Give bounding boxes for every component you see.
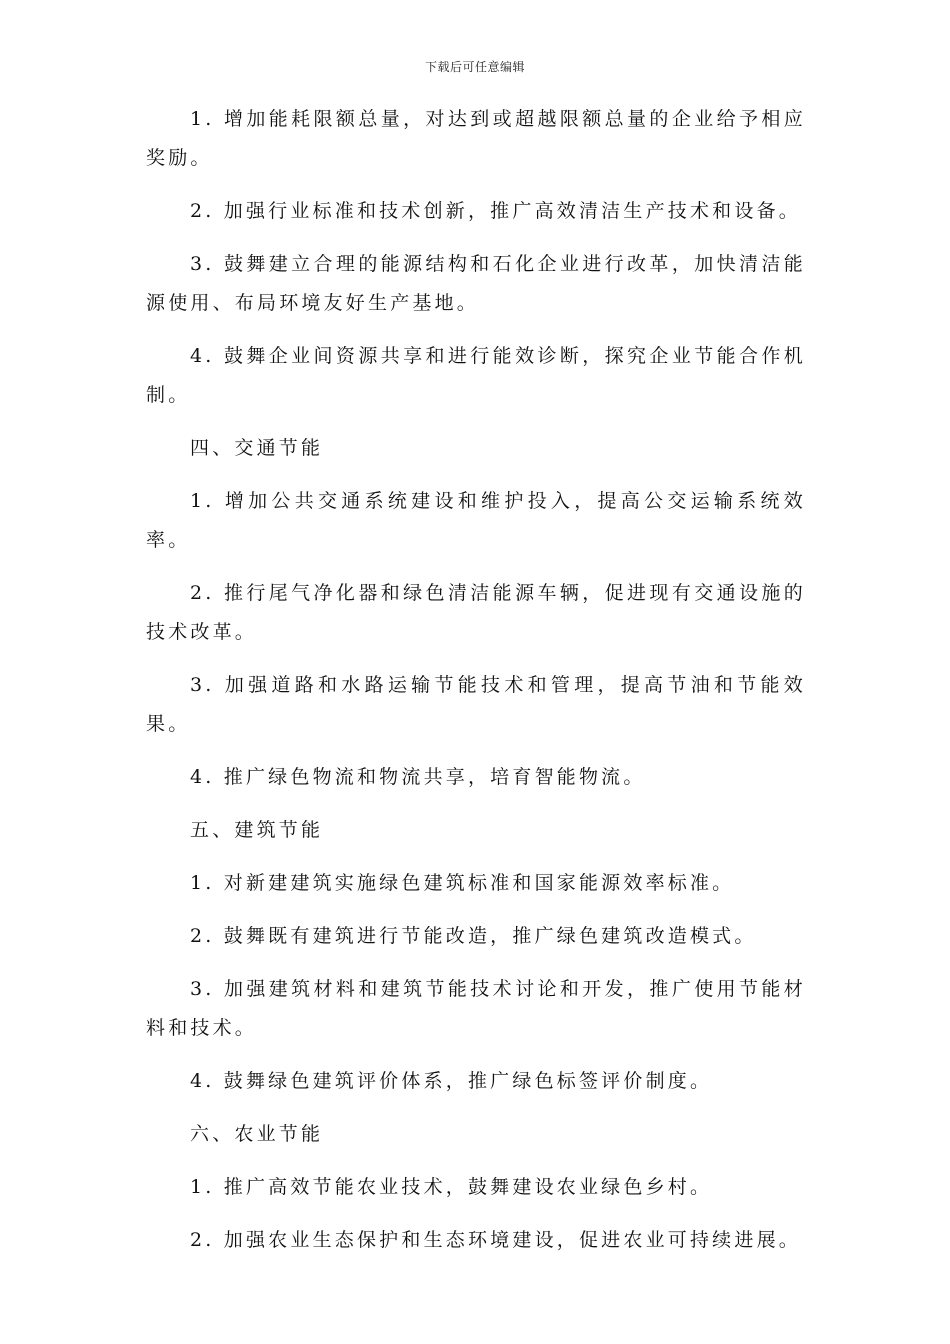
section-heading: 五、建筑节能 xyxy=(190,819,324,841)
list-item: 2. 加强行业标准和技术创新，推广高效清洁生产技术和设备。 xyxy=(190,200,801,222)
list-item: 1. 增加能耗限额总量，对达到或超越限额总量的企业给予相应奖励。 xyxy=(146,108,806,169)
list-item: 2. 加强农业生态保护和生态环境建设，促进农业可持续进展。 xyxy=(190,1229,801,1251)
list-item: 4. 推广绿色物流和物流共享，培育智能物流。 xyxy=(190,766,646,788)
list-item: 2. 鼓舞既有建筑进行节能改造，推广绿色建筑改造模式。 xyxy=(190,925,757,947)
document-body xyxy=(146,100,806,1274)
list-item: 3. 鼓舞建立合理的能源结构和石化企业进行改革，加快清洁能源使用、布局环境友好生产基地。 xyxy=(146,253,806,314)
section-heading: 六、农业节能 xyxy=(190,1123,324,1145)
list-item: 1. 推广高效节能农业技术，鼓舞建设农业绿色乡村。 xyxy=(190,1176,713,1198)
list-item: 3. 加强建筑材料和建筑节能技术讨论和开发，推广使用节能材料和技术。 xyxy=(146,978,806,1039)
list-item: 4. 鼓舞企业间资源共享和进行能效诊断，探究企业节能合作机制。 xyxy=(146,345,806,406)
page-header: 下载后可任意编辑 xyxy=(424,60,525,74)
section-heading: 四、交通节能 xyxy=(190,437,324,459)
list-item: 1. 增加公共交通系统建设和维护投入，提高公交运输系统效率。 xyxy=(146,490,806,551)
list-item: 4. 鼓舞绿色建筑评价体系，推广绿色标签评价制度。 xyxy=(190,1070,713,1092)
list-item: 3. 加强道路和水路运输节能技术和管理，提高节油和节能效果。 xyxy=(146,674,806,735)
list-item: 2. 推行尾气净化器和绿色清洁能源车辆，促进现有交通设施的技术改革。 xyxy=(146,582,806,643)
list-item: 1. 对新建建筑实施绿色建筑标准和国家能源效率标准。 xyxy=(190,872,735,894)
